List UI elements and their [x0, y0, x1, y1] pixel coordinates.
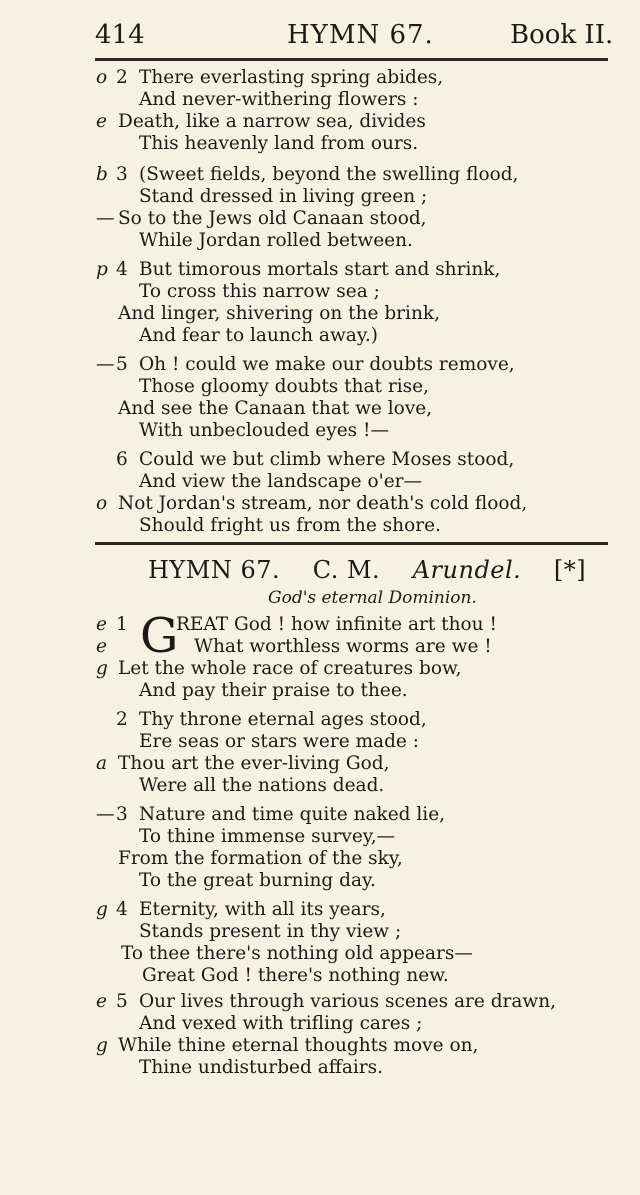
- hymn-tune: Arundel.: [412, 556, 522, 584]
- dynamic-mark: g: [96, 1035, 108, 1056]
- stanza-number: 2: [116, 709, 128, 730]
- header-rule: [95, 58, 608, 61]
- verse-line: And view the landscape o'er—: [139, 471, 422, 492]
- verse-line: While thine eternal thoughts move on,: [118, 1035, 479, 1056]
- dynamic-mark: a: [96, 753, 108, 774]
- stanza-number: 3: [116, 804, 128, 825]
- verse-line: Eternity, with all its years,: [139, 899, 386, 920]
- dynamic-mark: p: [96, 259, 108, 280]
- stanza-number: 2: [116, 67, 128, 88]
- verse-line: From the formation of the sky,: [118, 848, 403, 869]
- verse-line: Thine undisturbed affairs.: [139, 1057, 384, 1078]
- dynamic-mark: o: [96, 493, 108, 514]
- book-label: Book II.: [510, 20, 614, 50]
- verse-line: To thine immense survey,—: [139, 826, 396, 847]
- verse-line: But timorous mortals start and shrink,: [139, 259, 501, 280]
- section-rule: [95, 542, 608, 545]
- verse-line: (Sweet fields, beyond the swelling flood,: [139, 164, 519, 185]
- hymn-number: HYMN 67.: [148, 556, 281, 584]
- dynamic-mark: e: [96, 636, 107, 657]
- verse-line: There everlasting spring abides,: [139, 67, 444, 88]
- dynamic-mark: o: [96, 67, 108, 88]
- verse-line: Not Jordan's stream, nor death's cold flood,: [118, 493, 528, 514]
- dynamic-mark: b: [96, 164, 108, 185]
- verse-line: Thy throne eternal ages stood,: [139, 709, 427, 730]
- drop-cap: G: [140, 608, 179, 664]
- stanza-number: 4: [116, 259, 128, 280]
- verse-line: With unbeclouded eyes !—: [139, 420, 389, 441]
- verse-line: REAT God ! how infinite art thou !: [176, 614, 497, 635]
- verse-line: Could we but climb where Moses stood,: [139, 449, 515, 470]
- verse-line: Oh ! could we make our doubts remove,: [139, 354, 515, 375]
- dynamic-mark: g: [96, 658, 108, 679]
- stanza-number: 5: [116, 991, 128, 1012]
- verse-line: And pay their praise to thee.: [139, 680, 408, 701]
- dynamic-mark: —: [96, 804, 115, 825]
- verse-line: Nature and time quite naked lie,: [139, 804, 446, 825]
- verse-line: Those gloomy doubts that rise,: [139, 376, 429, 397]
- verse-line: And vexed with trifling cares ;: [139, 1013, 423, 1034]
- verse-line: Thou art the ever-living God,: [118, 753, 390, 774]
- stanza-number: 4: [116, 899, 128, 920]
- stanza-number: 3: [116, 164, 128, 185]
- dynamic-mark: e: [96, 614, 107, 635]
- verse-line: Our lives through various scenes are drawn,: [139, 991, 557, 1012]
- verse-line: To the great burning day.: [139, 870, 376, 891]
- dynamic-mark: e: [96, 991, 107, 1012]
- hymn-subtitle: God's eternal Dominion.: [268, 588, 477, 608]
- verse-line: Great God ! there's nothing new.: [142, 965, 449, 986]
- verse-line: What worthless worms are we !: [194, 636, 492, 657]
- verse-line: And never-withering flowers :: [139, 89, 419, 110]
- stanza-number: 5: [116, 354, 128, 375]
- verse-line: And linger, shivering on the brink,: [118, 303, 440, 324]
- verse-line: Were all the nations dead.: [139, 775, 385, 796]
- verse-line: So to the Jews old Canaan stood,: [118, 208, 427, 229]
- stanza-number: 6: [116, 449, 128, 470]
- verse-line: To cross this narrow sea ;: [139, 281, 380, 302]
- verse-line: This heavenly land from ours.: [139, 133, 419, 154]
- verse-line: Death, like a narrow sea, divides: [118, 111, 426, 132]
- verse-line: To thee there's nothing old appears—: [121, 943, 473, 964]
- hymn-title: [148, 556, 586, 584]
- verse-line: And see the Canaan that we love,: [118, 398, 433, 419]
- verse-line: Let the whole race of creatures bow,: [118, 658, 462, 679]
- verse-line: Should fright us from the shore.: [139, 515, 441, 536]
- verse-line: Ere seas or stars were made :: [139, 731, 419, 752]
- dynamic-mark: —: [96, 354, 115, 375]
- running-header: [0, 0, 640, 60]
- verse-line: Stand dressed in living green ;: [139, 186, 428, 207]
- running-title: HYMN 67.: [287, 20, 434, 50]
- dynamic-mark: g: [96, 899, 108, 920]
- verse-line: While Jordan rolled between.: [139, 230, 413, 251]
- stanza-number: 1: [116, 614, 128, 635]
- dynamic-mark: e: [96, 111, 107, 132]
- hymn-flag: [*]: [553, 556, 587, 584]
- verse-line: And fear to launch away.): [139, 325, 378, 346]
- hymn-meter: C. M.: [312, 556, 381, 584]
- verse-line: Stands present in thy view ;: [139, 921, 402, 942]
- dynamic-mark: —: [96, 208, 115, 229]
- page-number: 414: [95, 20, 145, 50]
